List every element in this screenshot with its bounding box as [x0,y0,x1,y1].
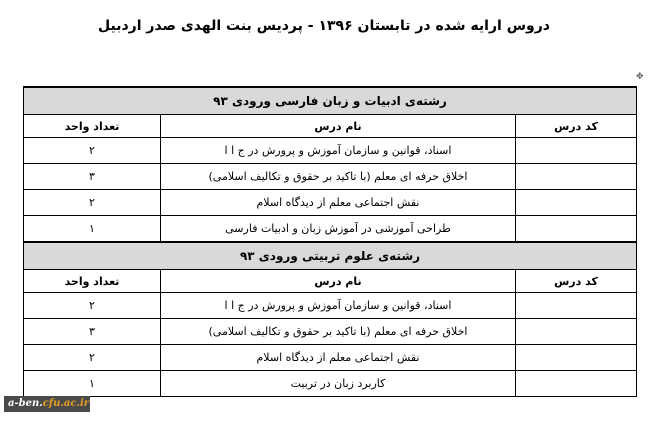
table-row [24,371,637,397]
page-title: دروس ارایه شده در تابستان ۱۳۹۶ - پردیس بنت الهدی صدر اردبیل [98,18,550,34]
course-name: کاربرد زبان در تربیت [161,371,516,397]
course-units: ۱ [24,371,161,397]
course-name: اخلاق حرفه ای معلم (با تاکید بر حقوق و تکالیف اسلامی) [161,319,516,345]
table-row [24,293,637,319]
course-units: ۳ [24,164,161,190]
course-units: ۳ [24,319,161,345]
section-heading: رشته‌ی علوم تربیتی ورودی ۹۳ [24,242,637,270]
header-code: کد درس [516,270,637,293]
table-row [24,164,637,190]
course-units: ۲ [24,345,161,371]
course-units: ۱ [24,216,161,243]
column-header-row [24,115,637,138]
watermark-part2: cfu.ac.ir [42,398,90,409]
header-name: نام درس [161,115,516,138]
course-code [516,319,637,345]
table-row [24,216,637,243]
course-name: نقش اجتماعی معلم از دیدگاه اسلام [161,190,516,216]
section-heading-row [24,242,637,270]
course-name: اسناد، قوانین و سازمان آموزش و پرورش در ج ا ا [161,293,516,319]
course-name: اسناد، قوانین و سازمان آموزش و پرورش در ج ا ا [161,138,516,164]
course-code [516,345,637,371]
course-units: ۲ [24,138,161,164]
course-code [516,293,637,319]
watermark-part1: a-ben. [8,398,43,409]
course-code [516,164,637,190]
table-row [24,138,637,164]
course-code [516,138,637,164]
course-name: اخلاق حرفه ای معلم (با تاکید بر حقوق و تکالیف اسلامی) [161,164,516,190]
course-name: نقش اجتماعی معلم از دیدگاه اسلام [161,345,516,371]
table-row [24,190,637,216]
header-units: تعداد واحد [24,115,161,138]
section-heading-row [24,87,637,115]
table-row [24,345,637,371]
header-code: کد درس [516,115,637,138]
table-move-handle-icon[interactable]: ✥ [636,72,644,82]
course-units: ۲ [24,293,161,319]
course-code [516,190,637,216]
section-heading: رشته‌ی ادبیات و زبان فارسی ورودی ۹۳ [24,87,637,115]
course-name: طراحی آموزشی در آموزش زبان و ادبیات فارسی [161,216,516,243]
header-name: نام درس [161,270,516,293]
header-units: تعداد واحد [24,270,161,293]
column-header-row [24,270,637,293]
watermark-logo [4,396,90,412]
courses-table [23,86,637,397]
course-units: ۲ [24,190,161,216]
course-code [516,216,637,243]
table-row [24,319,637,345]
course-code [516,371,637,397]
